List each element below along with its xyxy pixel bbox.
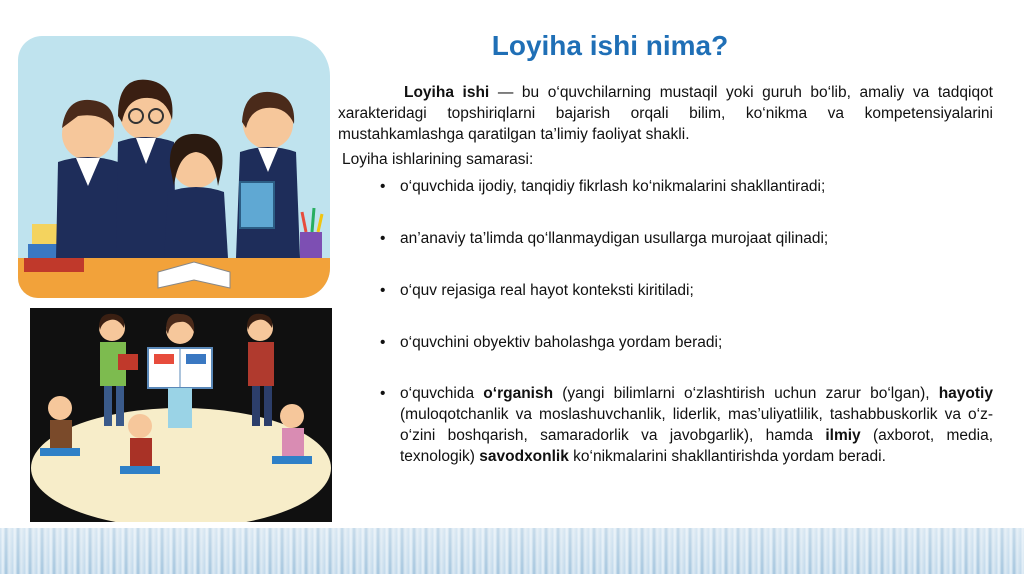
list-item [338, 332, 993, 353]
students-presentation-drawing [30, 308, 332, 522]
slide-content [338, 82, 993, 467]
effects-subtitle: Loyiha ishlarining samarasi: [342, 151, 534, 168]
bullet-marker: • [380, 282, 386, 299]
list-item-text-5: ko‘nikmalarini shakllantirishda yordam beradi. [568, 448, 886, 465]
list-item [338, 383, 993, 467]
effects-list [338, 176, 993, 467]
intro-term: Loyiha ishi [404, 84, 490, 101]
bullet-marker: • [380, 334, 386, 351]
list-item-text: o‘quvchini obyektiv baholashga yordam beradi; [400, 334, 723, 351]
list-item-text: an’anaviy ta’limda qo‘llanmaydigan usullarga murojaat qilinadi; [400, 230, 829, 247]
bold-term-literacy: savodxonlik [479, 448, 569, 465]
list-item [338, 228, 993, 249]
decorative-footer-band [0, 528, 1024, 574]
students-studying-illustration [18, 36, 330, 298]
bold-term-scientific: ilmiy [825, 427, 861, 444]
students-studying-drawing [18, 36, 330, 298]
intro-definition: — bu o‘quvchilarning mustaqil yoki guruh bo‘lib, amaliy va tadqiqot xarakteridagi topshiriqlarni bajarish orqali bilim, ko‘nikma va kompetensiyalarini mustahkamlashga qaratilgan ta’limiy faoliyat shakli. [338, 84, 993, 143]
bold-term-life: hayotiy [938, 385, 993, 402]
students-presentation-illustration [30, 308, 332, 522]
bullet-marker: • [380, 178, 386, 195]
list-item [338, 176, 993, 197]
list-item-text: o‘quv rejasiga real hayot konteksti kiritiladi; [400, 282, 694, 299]
intro-paragraph [338, 82, 993, 145]
list-item-text-3: (muloqotchanlik va moslashuvchanlik, liderlik, mas’uliyatlilik, tashabbuskorlik va o‘z-o‘zini boshqarish, samaradorlik va javobgarlik), hamda [400, 406, 993, 444]
bullet-marker: • [380, 230, 386, 247]
bold-term-learning: o‘rganish [483, 385, 554, 402]
slide-title: Loyiha ishi nima? [491, 30, 729, 61]
list-item-text-4: (axborot, media, texnologik) [400, 427, 993, 465]
list-item-text-2: (yangi bilimlarni o‘zlashtirish uchun zarur bo‘lgan), [553, 385, 939, 402]
list-item-text-1: o‘quvchida [400, 385, 484, 402]
bullet-marker: • [380, 385, 386, 402]
list-item-text: o‘quvchida ijodiy, tanqidiy fikrlash ko‘nikmalarini shakllantiradi; [400, 178, 826, 195]
list-item [338, 280, 993, 301]
